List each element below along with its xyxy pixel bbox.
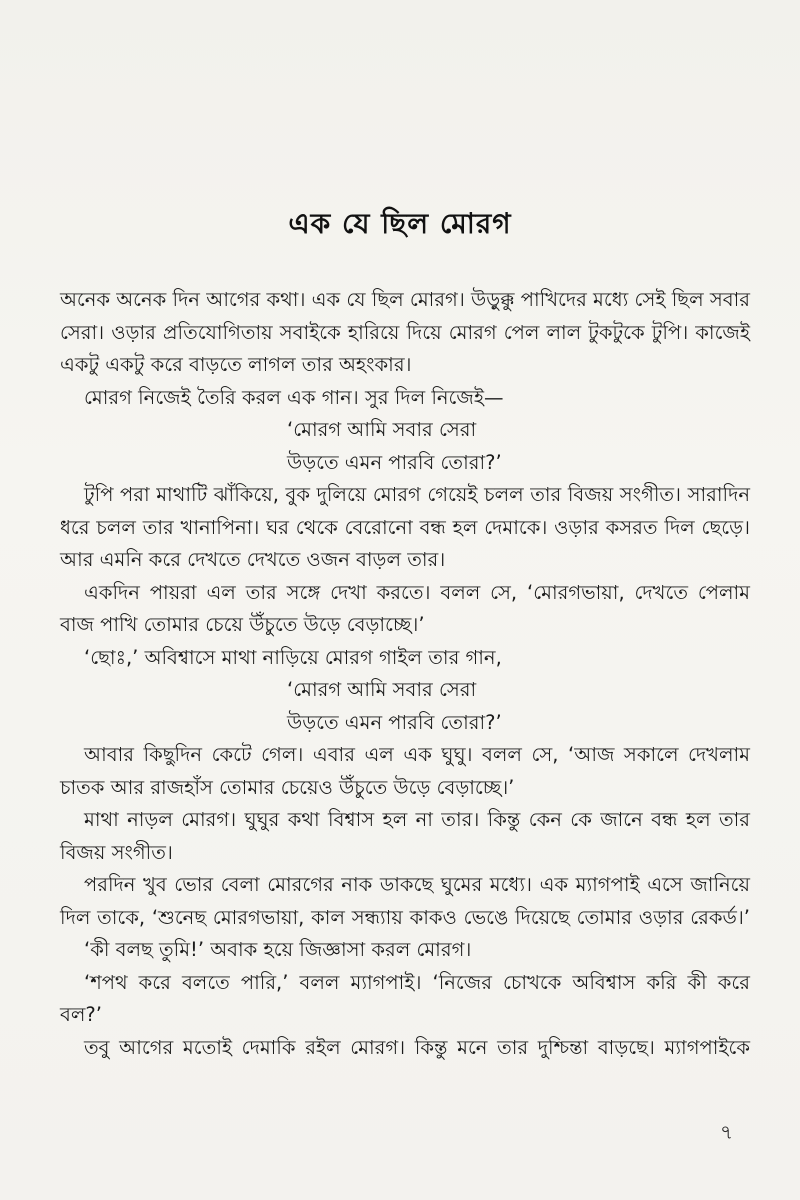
page-number: ৭: [720, 1120, 734, 1144]
text-line: চাতক আর রাজহাঁস তোমার চেয়েও উঁচুতে উড়ে বেড়াচ্ছে।’: [60, 775, 515, 799]
story-title: এক যে ছিল মোরগ: [288, 207, 512, 240]
text-line: বল?’: [60, 1003, 102, 1026]
text-line: মাথা নাড়ল মোরগ। ঘুঘুর কথা বিশ্বাস হল না তার। কিন্তু কেন কে জানে বন্ধ হল তার: [84, 808, 750, 831]
text-line: মোরগ নিজেই তৈরি করল এক গান। সুর দিল নিজেই—: [84, 385, 504, 409]
text-line: ধরে চলল তার খানাপিনা। ঘর থেকে বেরোনো বন্ধ হল দেমাকে। ওড়ার কসরত দিল ছেড়ে।: [60, 515, 750, 539]
text-line: সেরা। ওড়ার প্রতিযোগিতায় সবাইকে হারিয়ে দিয়ে মোরগ পেল লাল টুকটুকে টুপি। কাজেই: [60, 320, 750, 344]
text-line: আর এমনি করে দেখতে দেখতে ওজন বাড়ল তার।: [60, 548, 446, 571]
text-line: টুপি পরা মাথাটি ঝাঁকিয়ে, বুক দুলিয়ে মোরগ গেয়েই চলল তার বিজয় সংগীত। সারাদিন: [84, 483, 750, 506]
text-line: পরদিন খুব ভোর বেলা মোরগের নাক ডাকছে ঘুমের মধ্যে। এক ম্যাগপাই এসে জানিয়ে: [84, 873, 750, 896]
text-line: বাজ পাখি তোমার চেয়ে উঁচুতে উড়ে বেড়াচ্ছে।’: [60, 613, 425, 636]
story-body: [60, 284, 750, 1064]
text-line: একদিন পায়রা এল তার সঙ্গে দেখা করতে। বলল সে, ‘মোরগভায়া, দেখতে পেলাম: [84, 580, 750, 604]
text-line: ‘শপথ করে বলতে পারি,’ বলল ম্যাগপাই। ‘নিজের চোখকে অবিশ্বাস করি কী করে: [84, 970, 750, 994]
verse-line: উড়তে এমন পারবি তোরা?’: [287, 710, 502, 734]
text-line: একটু একটু করে বাড়তে লাগল তার অহংকার।: [60, 353, 412, 376]
text-line: তবু আগের মতোই দেমাকি রইল মোরগ। কিন্তু মনে তার দুশ্চিন্তা বাড়ছে। ম্যাগপাইকে: [84, 1035, 750, 1059]
verse-line: উড়তে এমন পারবি তোরা?’: [287, 450, 502, 474]
verse-line: ‘মোরগ আমি সবার সেরা: [287, 418, 477, 441]
text-line: বিজয় সংগীত।: [60, 840, 173, 864]
text-line: ‘ছোঃ,’ অবিশ্বাসে মাথা নাড়িয়ে মোরগ গাইল তার গান,: [84, 645, 502, 669]
verse-line: ‘মোরগ আমি সবার সেরা: [287, 678, 477, 701]
text-line: দিল তাকে, ‘শুনেছ মোরগভায়া, কাল সন্ধ্যায় কাকও ভেঙে দিয়েছে তোমার ওড়ার রেকর্ড।’: [60, 905, 750, 929]
text-line: ‘কী বলছ তুমি!’ অবাক হয়ে জিজ্ঞাসা করল মোরগ।: [84, 938, 472, 961]
text-line: আবার কিছুদিন কেটে গেল। এবার এল এক ঘুঘু। বলল সে, ‘আজ সকালে দেখলাম: [84, 743, 750, 766]
text-line: অনেক অনেক দিন আগের কথা। এক যে ছিল মোরগ। উড়ুক্কু পাখিদের মধ্যে সেই ছিল সবার: [60, 288, 750, 311]
